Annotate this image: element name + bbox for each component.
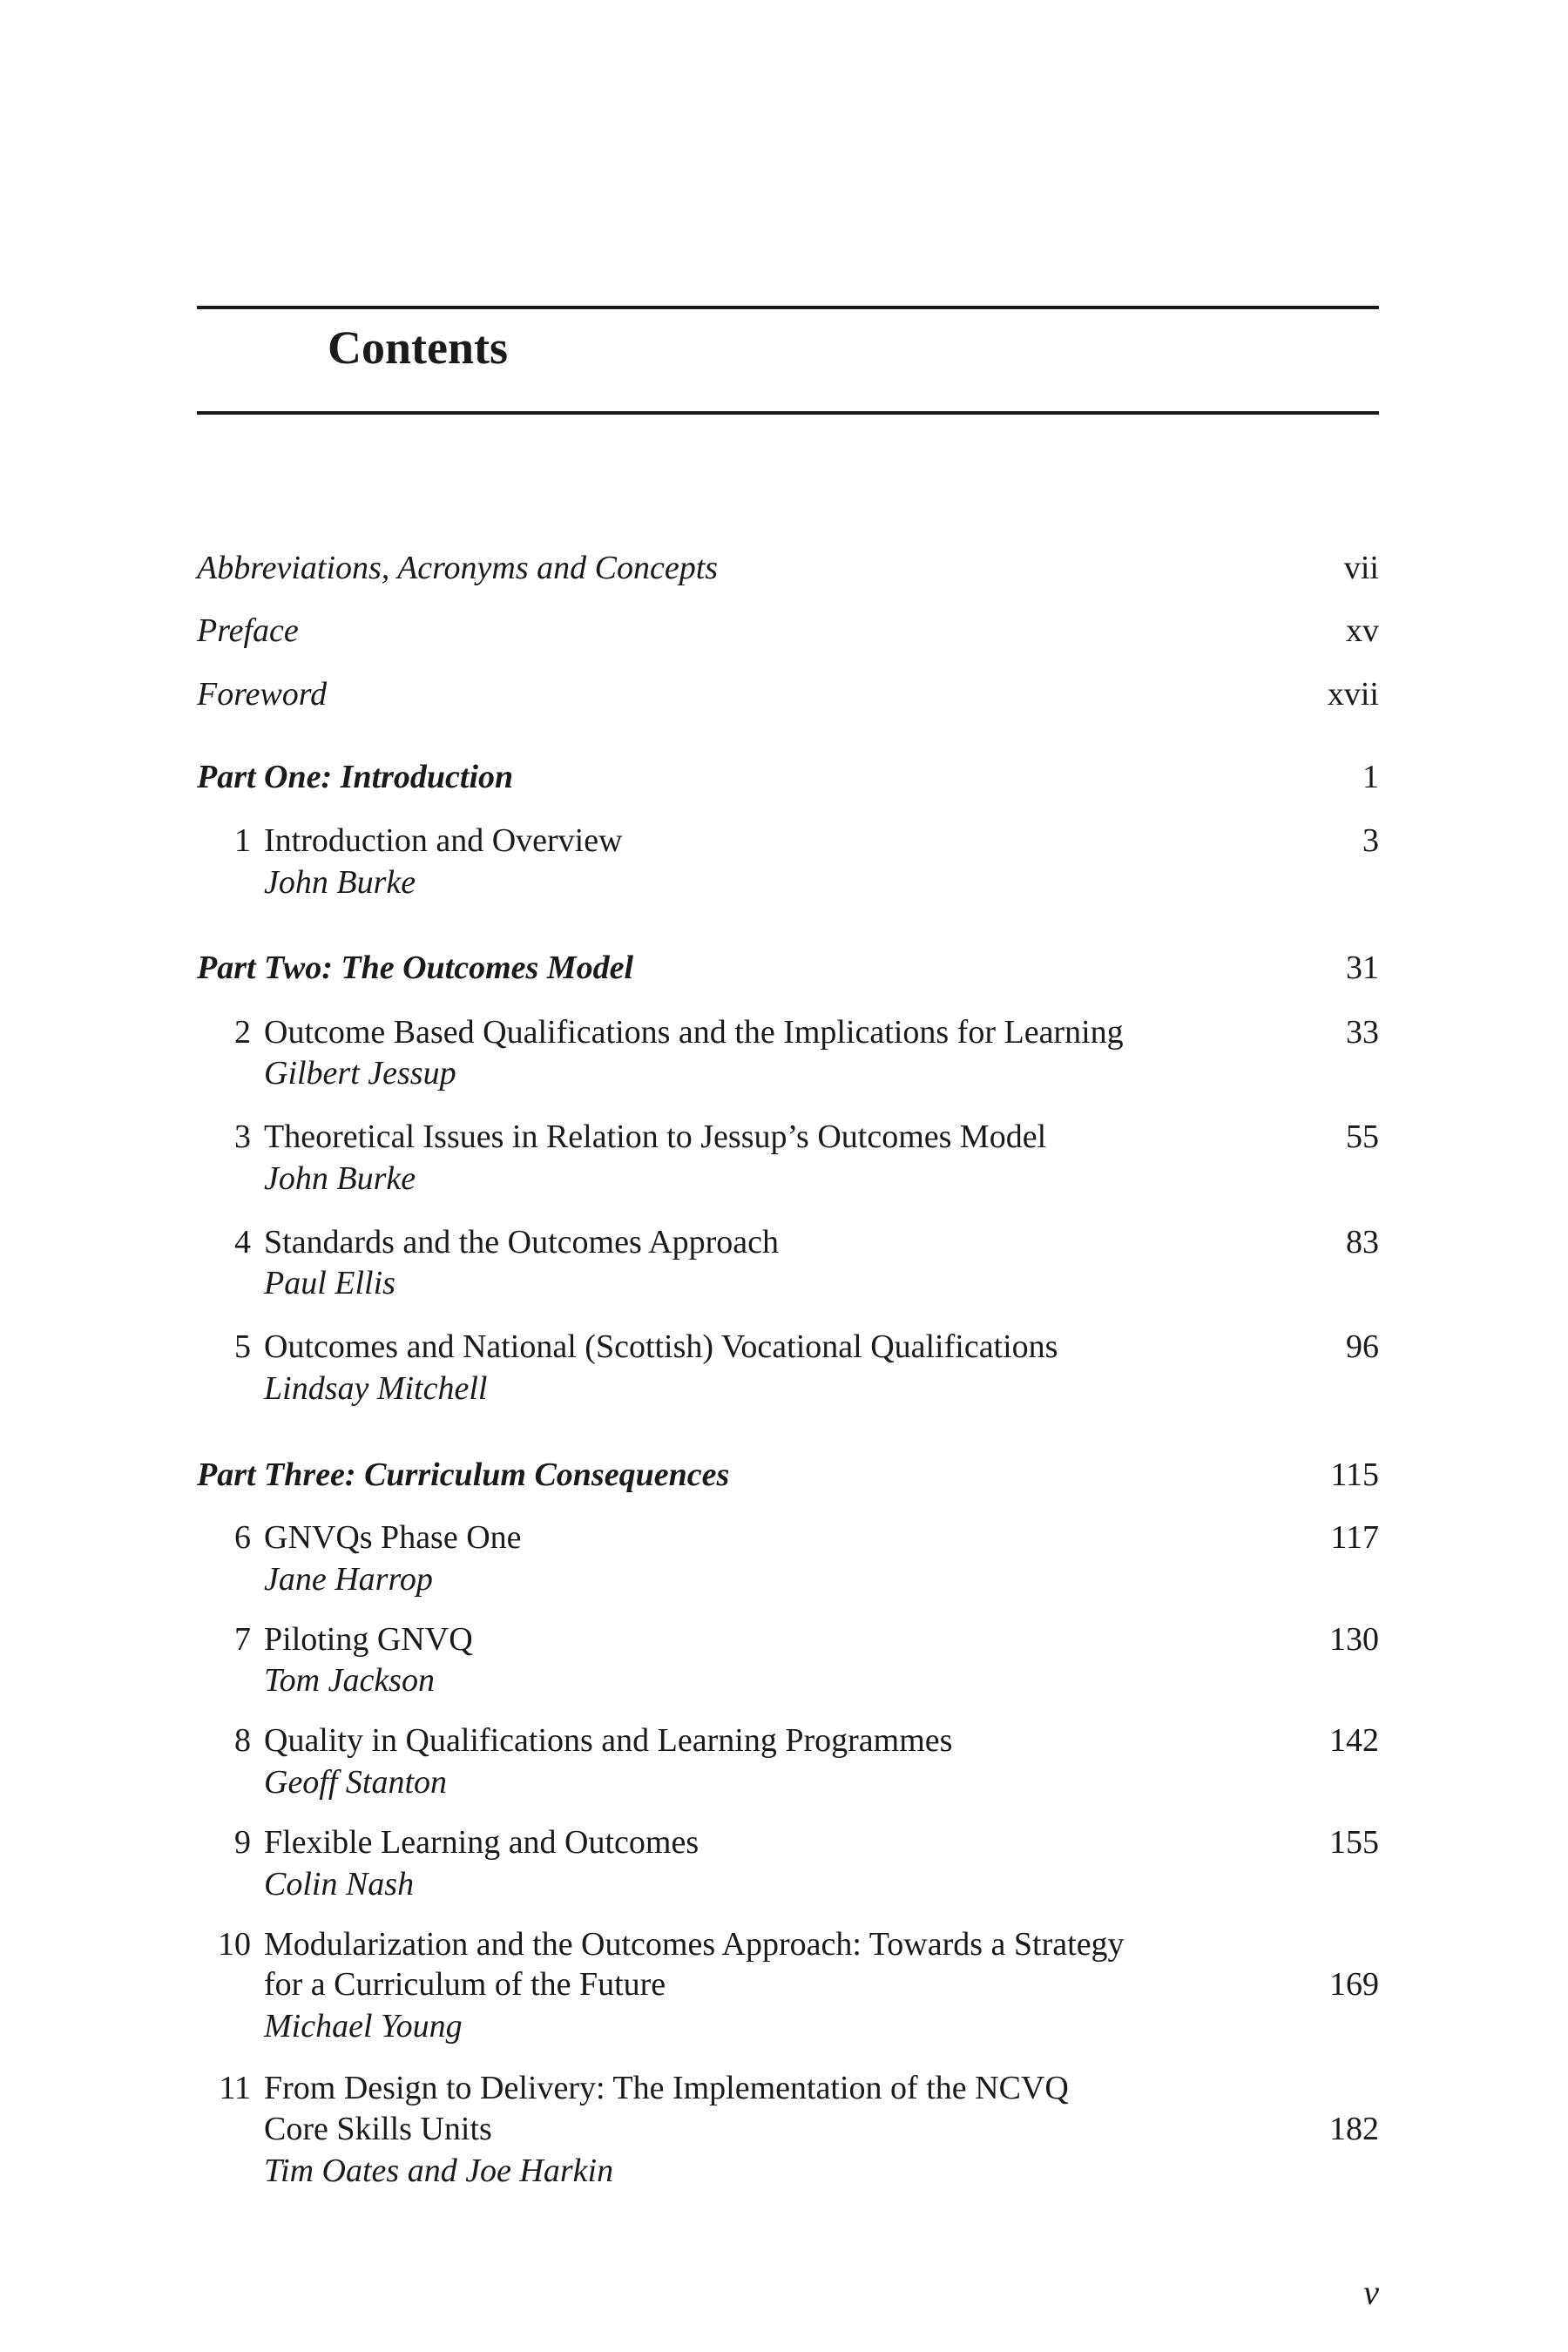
toc-chapter-author-line <box>197 2005 1379 2047</box>
toc-chapter-author-line <box>197 1158 1379 1200</box>
page-number: 115 <box>1330 1456 1379 1493</box>
page-title: Contents <box>328 321 509 374</box>
chapter-author: Colin Nash <box>264 1866 415 1903</box>
page-number: 33 <box>1346 1014 1379 1051</box>
toc-entry-front-matter[interactable] <box>197 547 1379 589</box>
chapter-author: John Burke <box>264 864 416 901</box>
chapter-title-continued: Core Skills Units <box>264 2111 492 2147</box>
page-number: 142 <box>1329 1722 1379 1759</box>
toc-part-heading[interactable] <box>197 947 1379 989</box>
chapter-title: Standards and the Outcomes Approach <box>264 1224 779 1260</box>
toc-chapter-entry[interactable] <box>197 1517 1379 1558</box>
chapter-number: 3 <box>234 1119 251 1155</box>
chapter-number: 5 <box>234 1328 251 1365</box>
chapter-number: 1 <box>234 822 251 859</box>
toc-chapter-author-line <box>197 1262 1379 1304</box>
part-title: Part Two: The Outcomes Model <box>197 950 633 986</box>
toc-chapter-author-line <box>197 862 1379 903</box>
toc-chapter-author-line <box>197 2150 1379 2192</box>
toc-part-heading[interactable] <box>197 1454 1379 1496</box>
chapter-title: Outcomes and National (Scottish) Vocational Qualifications <box>264 1328 1058 1365</box>
chapter-author: John Burke <box>264 1160 416 1197</box>
chapter-number: 10 <box>218 1926 251 1963</box>
toc-chapter-entry[interactable] <box>197 1821 1379 1863</box>
chapter-title: From Design to Delivery: The Implementation of the NCVQ <box>264 2070 1069 2106</box>
bottom-rule <box>197 411 1379 415</box>
page-number: 31 <box>1346 950 1379 986</box>
toc-chapter-author-line <box>197 1368 1379 1409</box>
chapter-number: 7 <box>234 1621 251 1658</box>
page-number: 155 <box>1329 1824 1379 1861</box>
toc-chapter-author-line <box>197 1863 1379 1905</box>
chapter-number: 6 <box>234 1519 251 1556</box>
toc-entry-front-matter[interactable] <box>197 610 1379 652</box>
chapter-author: Tom Jackson <box>264 1662 435 1699</box>
chapter-title: Outcome Based Qualifications and the Implications for Learning <box>264 1014 1124 1051</box>
page-number: vii <box>1343 550 1379 586</box>
chapter-title: Introduction and Overview <box>264 822 623 859</box>
toc-chapter-continuation <box>197 2108 1379 2150</box>
front-matter-title: Abbreviations, Acronyms and Concepts <box>197 550 719 586</box>
page-number: 55 <box>1346 1119 1379 1155</box>
toc-chapter-entry[interactable] <box>197 1923 1379 1965</box>
toc-entry-front-matter[interactable] <box>197 673 1379 715</box>
chapter-title: GNVQs Phase One <box>264 1519 522 1556</box>
page-number: 83 <box>1346 1224 1379 1260</box>
top-rule <box>197 306 1379 309</box>
toc-chapter-entry[interactable] <box>197 1116 1379 1158</box>
toc-chapter-author-line <box>197 1659 1379 1701</box>
page-number: 3 <box>1362 822 1379 859</box>
chapter-author: Jane Harrop <box>264 1561 433 1598</box>
page-number: xvii <box>1327 676 1379 713</box>
chapter-number: 4 <box>234 1224 251 1260</box>
page-number: 169 <box>1329 1966 1379 2003</box>
chapter-title: Flexible Learning and Outcomes <box>264 1824 700 1861</box>
chapter-number: 2 <box>234 1014 251 1051</box>
chapter-title: Piloting GNVQ <box>264 1621 473 1658</box>
toc-chapter-entry[interactable] <box>197 1221 1379 1263</box>
toc-chapter-author-line <box>197 1558 1379 1600</box>
folio-page-number: v <box>1363 2273 1379 2312</box>
toc-chapter-author-line <box>197 1761 1379 1803</box>
page-number: 130 <box>1329 1621 1379 1658</box>
chapter-author: Michael Young <box>264 2008 463 2044</box>
chapter-author: Lindsay Mitchell <box>264 1370 488 1407</box>
front-matter-title: Preface <box>197 612 299 649</box>
page-number: 182 <box>1329 2111 1379 2147</box>
page-number: 96 <box>1346 1328 1379 1365</box>
chapter-number: 8 <box>234 1722 251 1759</box>
chapter-number: 9 <box>234 1824 251 1861</box>
chapter-title: Quality in Qualifications and Learning Programmes <box>264 1722 953 1759</box>
toc-chapter-entry[interactable] <box>197 1011 1379 1053</box>
toc-chapter-entry[interactable] <box>197 1720 1379 1761</box>
toc-chapter-entry[interactable] <box>197 1326 1379 1368</box>
chapter-title-continued: for a Curriculum of the Future <box>264 1966 666 2003</box>
chapter-author: Geoff Stanton <box>264 1764 448 1801</box>
part-title: Part Three: Curriculum Consequences <box>197 1456 730 1493</box>
part-title: Part One: Introduction <box>197 759 514 795</box>
toc-chapter-author-line <box>197 1052 1379 1094</box>
chapter-title: Modularization and the Outcomes Approach: Towards a Strategy <box>264 1926 1125 1963</box>
toc-chapter-entry[interactable] <box>197 2067 1379 2109</box>
page-number: xv <box>1346 612 1379 649</box>
toc-chapter-entry[interactable] <box>197 1619 1379 1660</box>
chapter-author: Gilbert Jessup <box>264 1055 456 1092</box>
page-number: 117 <box>1330 1519 1379 1556</box>
toc-chapter-continuation <box>197 1963 1379 2005</box>
front-matter-title: Foreword <box>197 676 328 713</box>
page-number: 1 <box>1362 759 1379 795</box>
chapter-title: Theoretical Issues in Relation to Jessup’s Outcomes Model <box>264 1119 1047 1155</box>
chapter-author: Paul Ellis <box>264 1265 395 1301</box>
chapter-number: 11 <box>219 2070 251 2106</box>
chapter-author: Tim Oates and Joe Harkin <box>264 2153 614 2189</box>
toc-chapter-entry[interactable] <box>197 820 1379 862</box>
toc-part-heading[interactable] <box>197 756 1379 798</box>
